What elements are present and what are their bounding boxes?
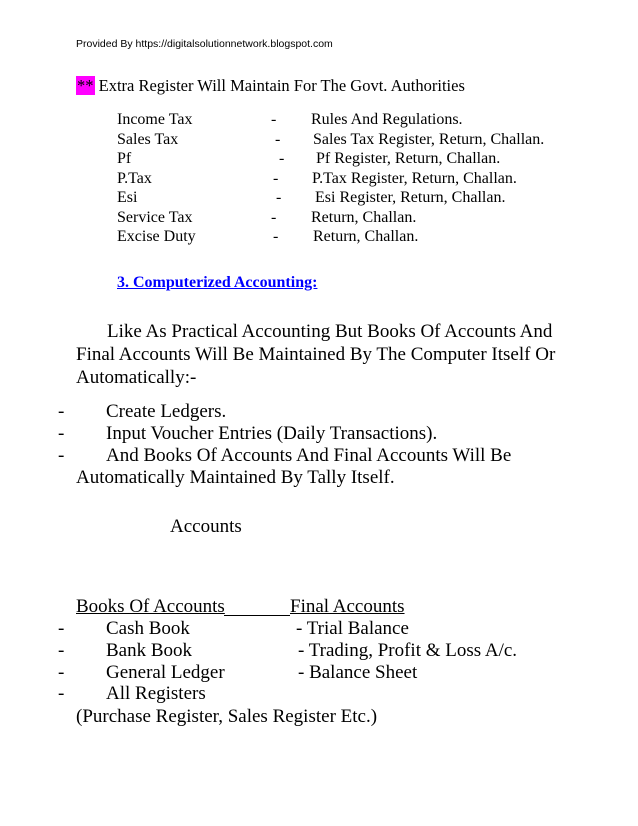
intro-line: Like As Practical Accounting But Books Of Accounts And	[107, 321, 553, 342]
register-name: Esi	[117, 189, 138, 206]
books-header-text: Books Of Accounts	[76, 596, 225, 617]
accounts-row	[0, 661, 638, 684]
book-name: General Ledger	[106, 662, 225, 683]
header-underline-gap	[224, 614, 290, 616]
register-name: Service Tax	[117, 208, 193, 226]
register-dash: -	[279, 150, 285, 167]
register-row	[0, 149, 638, 169]
book-name: All Registers	[106, 683, 206, 704]
step-text-continued: Automatically Maintained By Tally Itself.	[76, 467, 395, 488]
step-text: Input Voucher Entries (Daily Transactions).	[106, 423, 438, 444]
bullet-dash: -	[58, 683, 65, 704]
bullet-dash: -	[58, 618, 65, 639]
register-name: Excise Duty	[117, 228, 196, 245]
register-name: Sales Tax	[117, 130, 179, 148]
accounts-note: (Purchase Register, Sales Register Etc.)	[76, 706, 378, 727]
step-text: And Books Of Accounts And Final Accounts Will Be	[106, 445, 512, 466]
book-name: Cash Book	[106, 618, 190, 639]
register-dash: -	[273, 228, 279, 245]
final-accounts-header: Final Accounts	[290, 596, 405, 617]
register-name: P.Tax	[117, 169, 152, 187]
register-row	[0, 188, 638, 208]
extra-register-text: Extra Register Will Maintain For The Govt. Authorities	[94, 76, 465, 95]
final-item: - Balance Sheet	[298, 662, 418, 683]
register-row	[0, 110, 638, 130]
highlight-stars: **	[77, 76, 94, 95]
bullet-dash: -	[58, 640, 65, 661]
register-desc: Esi Register, Return, Challan.	[315, 189, 506, 206]
register-desc: Return, Challan.	[313, 228, 419, 245]
step-item	[0, 444, 638, 467]
bullet-dash: -	[58, 401, 65, 422]
register-dash: -	[273, 169, 279, 187]
register-desc: Return, Challan.	[311, 208, 417, 226]
intro-line: Final Accounts Will Be Maintained By The Computer Itself Or	[76, 344, 556, 365]
bullet-dash: -	[58, 662, 65, 683]
intro-line: Automatically:-	[76, 367, 197, 388]
register-desc: Pf Register, Return, Challan.	[316, 150, 501, 167]
bullet-dash: -	[58, 423, 65, 444]
extra-register-line	[76, 76, 465, 96]
accounts-row	[0, 639, 638, 662]
accounts-row	[0, 617, 638, 640]
accounts-title: Accounts	[170, 516, 242, 537]
final-item: - Trial Balance	[296, 618, 409, 639]
step-item	[0, 422, 638, 445]
section-heading: 3. Computerized Accounting:	[117, 274, 318, 291]
register-dash: -	[276, 189, 282, 206]
register-row	[0, 227, 638, 247]
provided-by-header: Provided By https://digitalsolutionnetwork.blogspot.com	[76, 38, 333, 50]
register-desc: P.Tax Register, Return, Challan.	[312, 169, 517, 187]
register-desc: Sales Tax Register, Return, Challan.	[313, 130, 545, 148]
final-item: - Trading, Profit & Loss A/c.	[298, 640, 518, 661]
accounts-row	[0, 682, 638, 705]
step-text: Create Ledgers.	[106, 401, 227, 422]
register-dash: -	[271, 208, 277, 226]
register-dash: -	[275, 130, 281, 148]
step-item	[0, 400, 638, 423]
register-name: Pf	[117, 150, 132, 167]
books-of-accounts-header	[76, 595, 224, 618]
bullet-dash: -	[58, 445, 65, 466]
register-row	[0, 208, 638, 228]
register-row	[0, 169, 638, 189]
register-dash: -	[271, 111, 277, 128]
register-desc: Rules And Regulations.	[311, 111, 463, 128]
book-name: Bank Book	[106, 640, 193, 661]
register-row	[0, 130, 638, 150]
register-name: Income Tax	[117, 111, 193, 128]
